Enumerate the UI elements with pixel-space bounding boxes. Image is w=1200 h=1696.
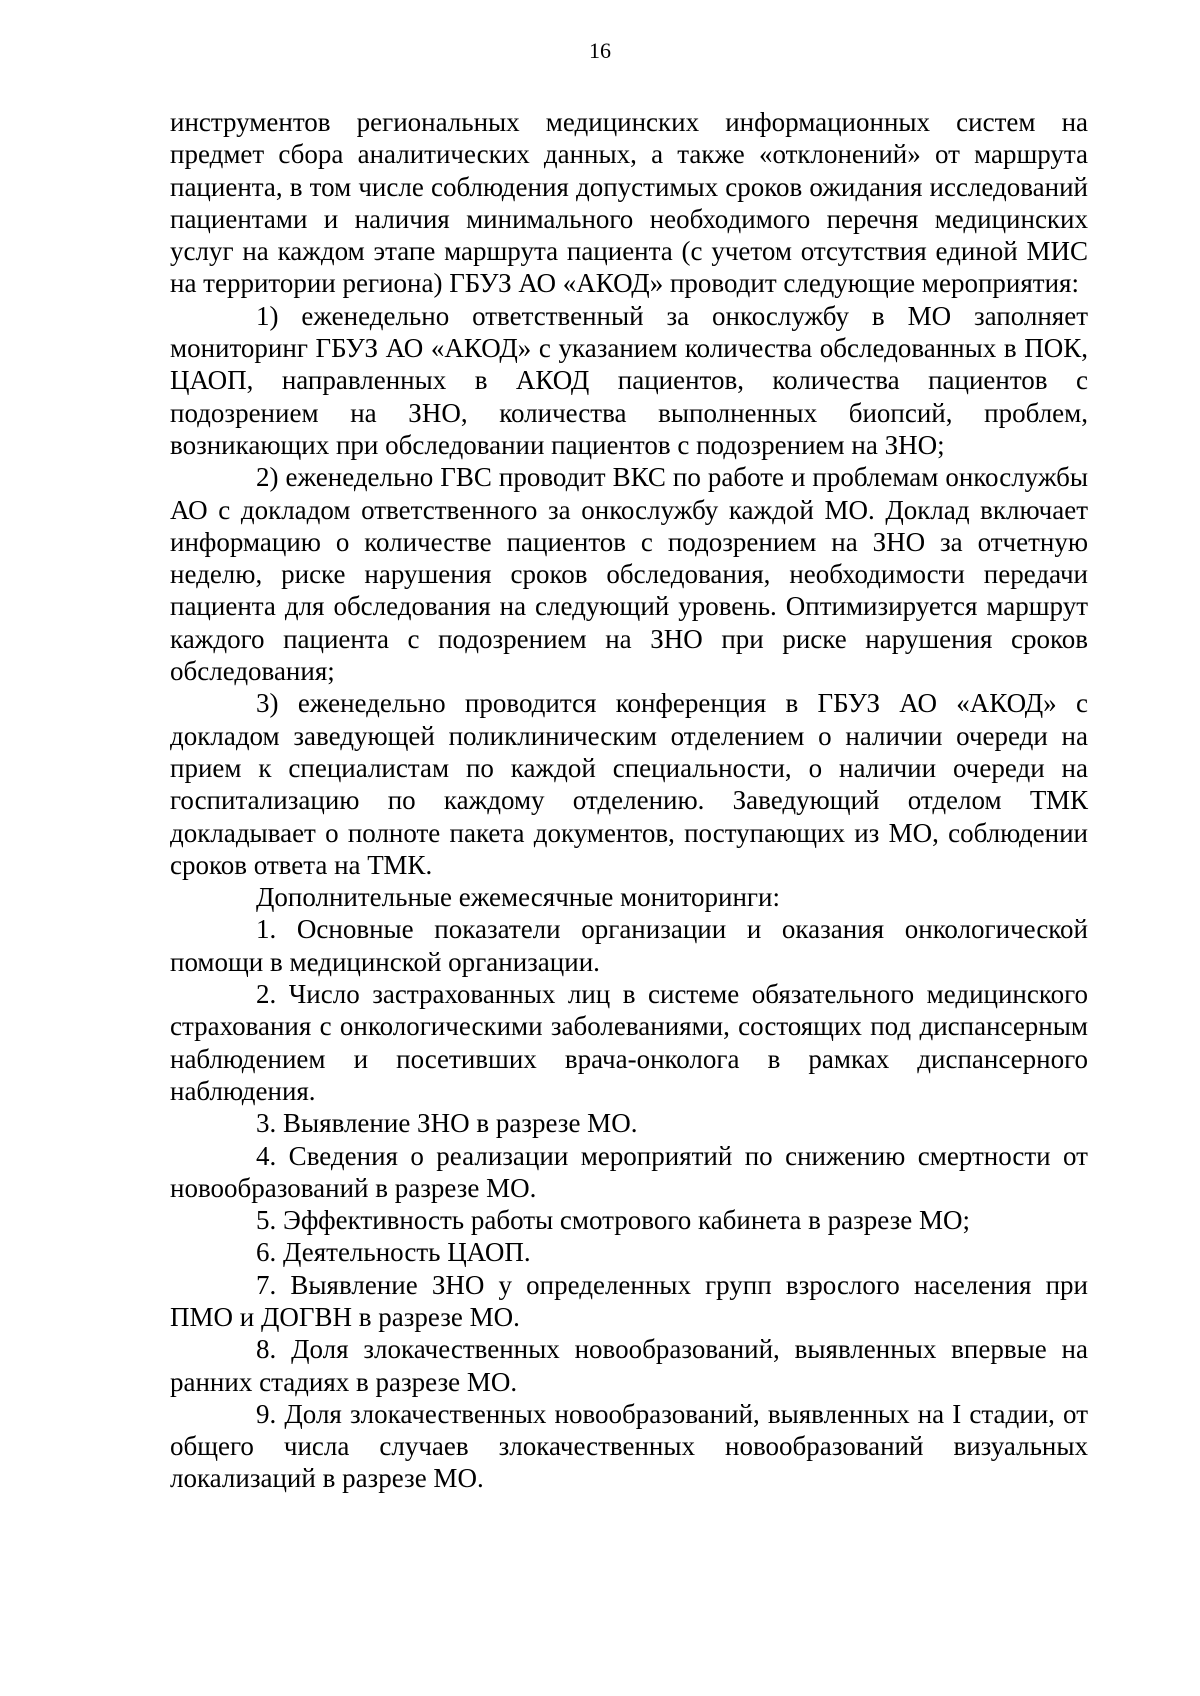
paragraph-monitoring-item-2: 2. Число застрахованных лиц в системе обязательного медицинского страхования с онкологическими заболеваниями, состоящих под диспансерным наблюдением и посетивших врача-онколога в рамках диспансерного наблюдения. [170,979,1088,1106]
paragraph-monitoring-item-1: 1. Основные показатели организации и оказания онкологической помощи в медицинской организации. [170,914,1088,977]
paragraph-monitoring-item-4: 4. Сведения о реализации мероприятий по снижению смертности от новообразований в разрезе МО. [170,1140,1088,1203]
paragraph-monitoring-item-8: 8. Доля злокачественных новообразований, выявленных впервые на ранних стадиях в разрезе МО. [170,1334,1088,1397]
paragraph-intro-continuation: инструментов региональных медицинских информационных систем на предмет сбора аналитических данных, а также «отклонений» от маршрута пациента, в том числе соблюдения допустимых сроков ожидания исследований пациентами и наличия минимального необходимого перечня медицинских услуг на каждом этапе маршрута пациента (с учетом отсутствия единой МИС на территории региона) ГБУЗ АО «АКОД» проводит следующие мероприятия: [170,107,1088,299]
paragraph-measure-1: 1) еженедельно ответственный за онкослужбу в МО заполняет мониторинг ГБУЗ АО «АКОД» с указанием количества обследованных в ПОК, ЦАОП, направленных в АКОД пациентов, количества пациентов с подозрением на ЗНО, количества выполненных биопсий, проблем, возникающих при обследовании пациентов с подозрением на ЗНО; [170,300,1088,460]
paragraph-measure-2: 2) еженедельно ГВС проводит ВКС по работе и проблемам онкослужбы АО с докладом ответственного за онкослужбу каждой МО. Доклад включает информацию о количестве пациентов с подозрением на ЗНО за отчетную неделю, риске нарушения сроков обследования, необходимости передачи пациента для обследования на следующий уровень. Оптимизируется маршрут каждого пациента с подозрением на ЗНО при риске нарушения сроков обследования; [170,462,1088,687]
paragraph-monitoring-heading: Дополнительные ежемесячные мониторинги: [256,882,780,913]
paragraph-monitoring-item-6: 6. Деятельность ЦАОП. [256,1237,531,1268]
page-number: 16 [589,38,611,63]
paragraph-monitoring-item-5: 5. Эффективность работы смотрового кабинета в разрезе МО; [256,1205,971,1236]
document-body [170,106,1088,1495]
paragraph-measure-3: 3) еженедельно проводится конференция в ГБУЗ АО «АКОД» с докладом заведующей поликлиническим отделением о наличии очереди на прием к специалистам по каждой специальности, о наличии очереди на госпитализацию по каждому отделению. Заведующий отделом ТМК докладывает о полноте пакета документов, поступающих из МО, соблюдении сроков ответа на ТМК. [170,688,1088,880]
paragraph-monitoring-item-7: 7. Выявление ЗНО у определенных групп взрослого населения при ПМО и ДОГВН в разрезе МО. [170,1269,1088,1332]
paragraph-monitoring-item-3: 3. Выявление ЗНО в разрезе МО. [256,1108,638,1139]
paragraph-monitoring-item-9: 9. Доля злокачественных новообразований, выявленных на I стадии, от общего числа случаев злокачественных новообразований визуальных локализаций в разрезе МО. [170,1398,1088,1494]
